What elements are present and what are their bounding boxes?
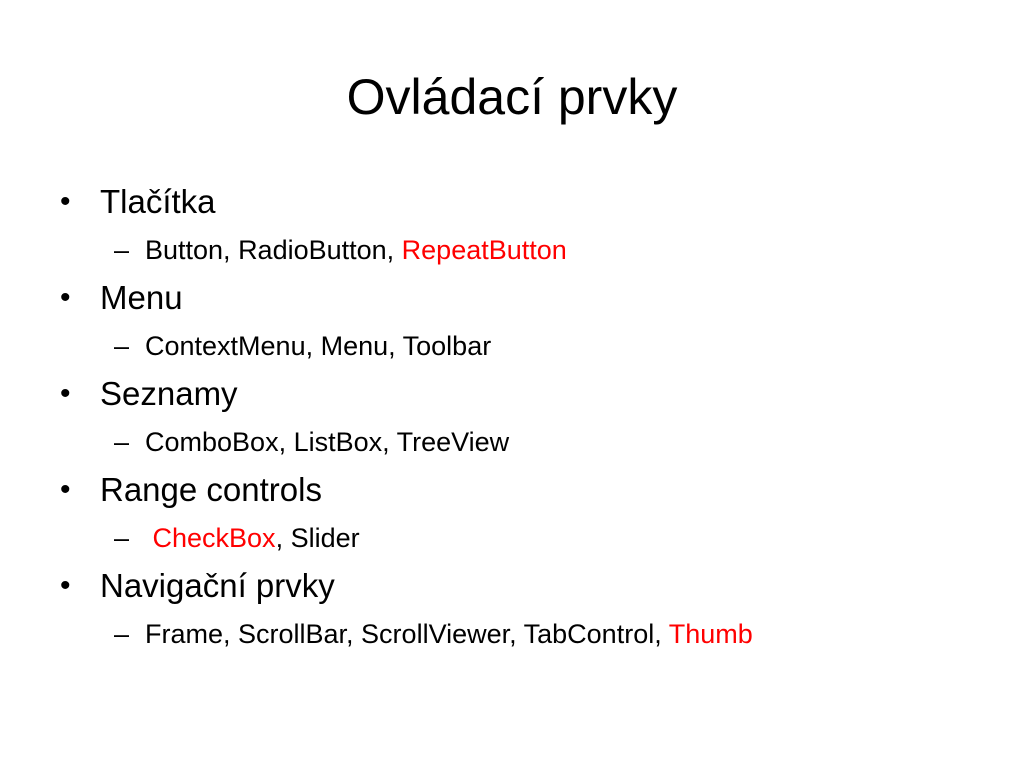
bullet-icon: • [60,569,71,602]
sub-item [58,322,978,370]
sub-item [58,610,978,658]
bullet-item [58,370,978,418]
sub-item-highlight: Thumb [668,619,753,649]
bullet-icon: • [60,185,71,218]
sub-item [58,514,978,562]
bullet-item [58,178,978,226]
sub-item-text: Button, RadioButton, [145,235,402,265]
dash-icon: – [114,523,130,553]
sub-item-text: , Slider [275,523,360,553]
sub-item-text: ContextMenu, Menu, Toolbar [145,331,492,361]
bullet-item [58,466,978,514]
sub-item-highlight: RepeatButton [401,235,567,265]
bullet-label: Menu [100,279,183,316]
bullet-label: Seznamy [100,375,238,412]
bullet-label: Navigační prvky [100,567,335,604]
dash-icon: – [114,235,130,265]
bullet-label: Range controls [100,471,322,508]
bullet-icon: • [60,377,71,410]
sub-item [58,418,978,466]
sub-item-text: Frame, ScrollBar, ScrollViewer, TabControl, [145,619,669,649]
sub-item-text: ComboBox, ListBox, TreeView [145,427,510,457]
bullet-list [58,178,978,658]
dash-icon: – [114,619,130,649]
bullet-label: Tlačítka [100,183,216,220]
bullet-icon: • [60,473,71,506]
bullet-item [58,274,978,322]
bullet-icon: • [60,281,71,314]
sub-item [58,226,978,274]
dash-icon: – [114,331,130,361]
sub-item-highlight: CheckBox [145,523,276,553]
slide-title: Ovládací prvky [346,69,678,125]
bullet-item [58,562,978,610]
dash-icon: – [114,427,130,457]
